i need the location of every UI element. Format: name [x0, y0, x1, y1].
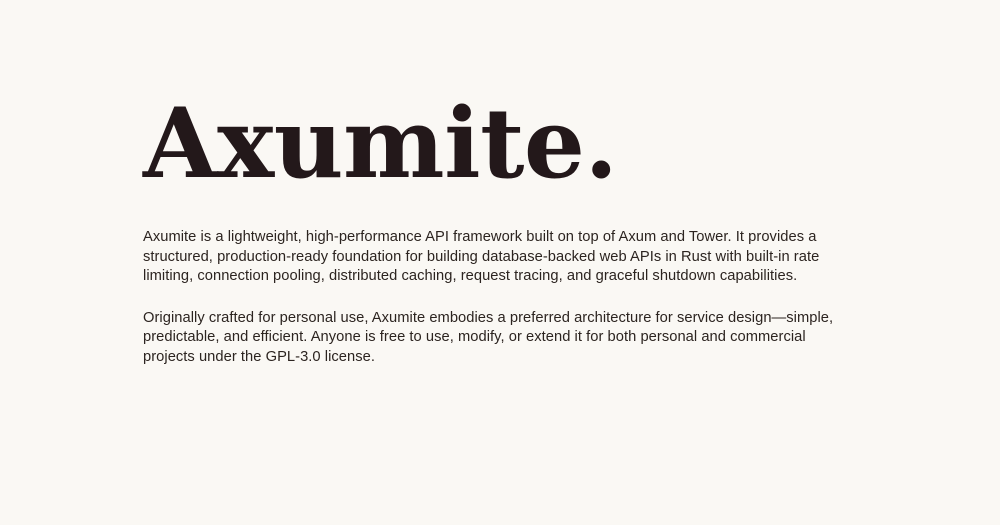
body-copy: [143, 228, 873, 367]
paragraph-description: Axumite is a lightweight, high-performance API framework built on top of Axum and Tower. It provides a structured, production-ready foundation for building database-backed web APIs in Rust with built-in rate limiting, connection pooling, distributed caching, request tracing, and graceful shutdown capabilities.: [143, 229, 820, 284]
page-title: Axumite.: [143, 87, 618, 200]
document-content: [143, 87, 873, 367]
paragraph-license: Originally crafted for personal use, Axumite embodies a preferred architecture for service design—simple, predictable, and efficient. Anyone is free to use, modify, or extend it for both personal and commercial projects under the GPL-3.0 license.: [143, 309, 834, 365]
